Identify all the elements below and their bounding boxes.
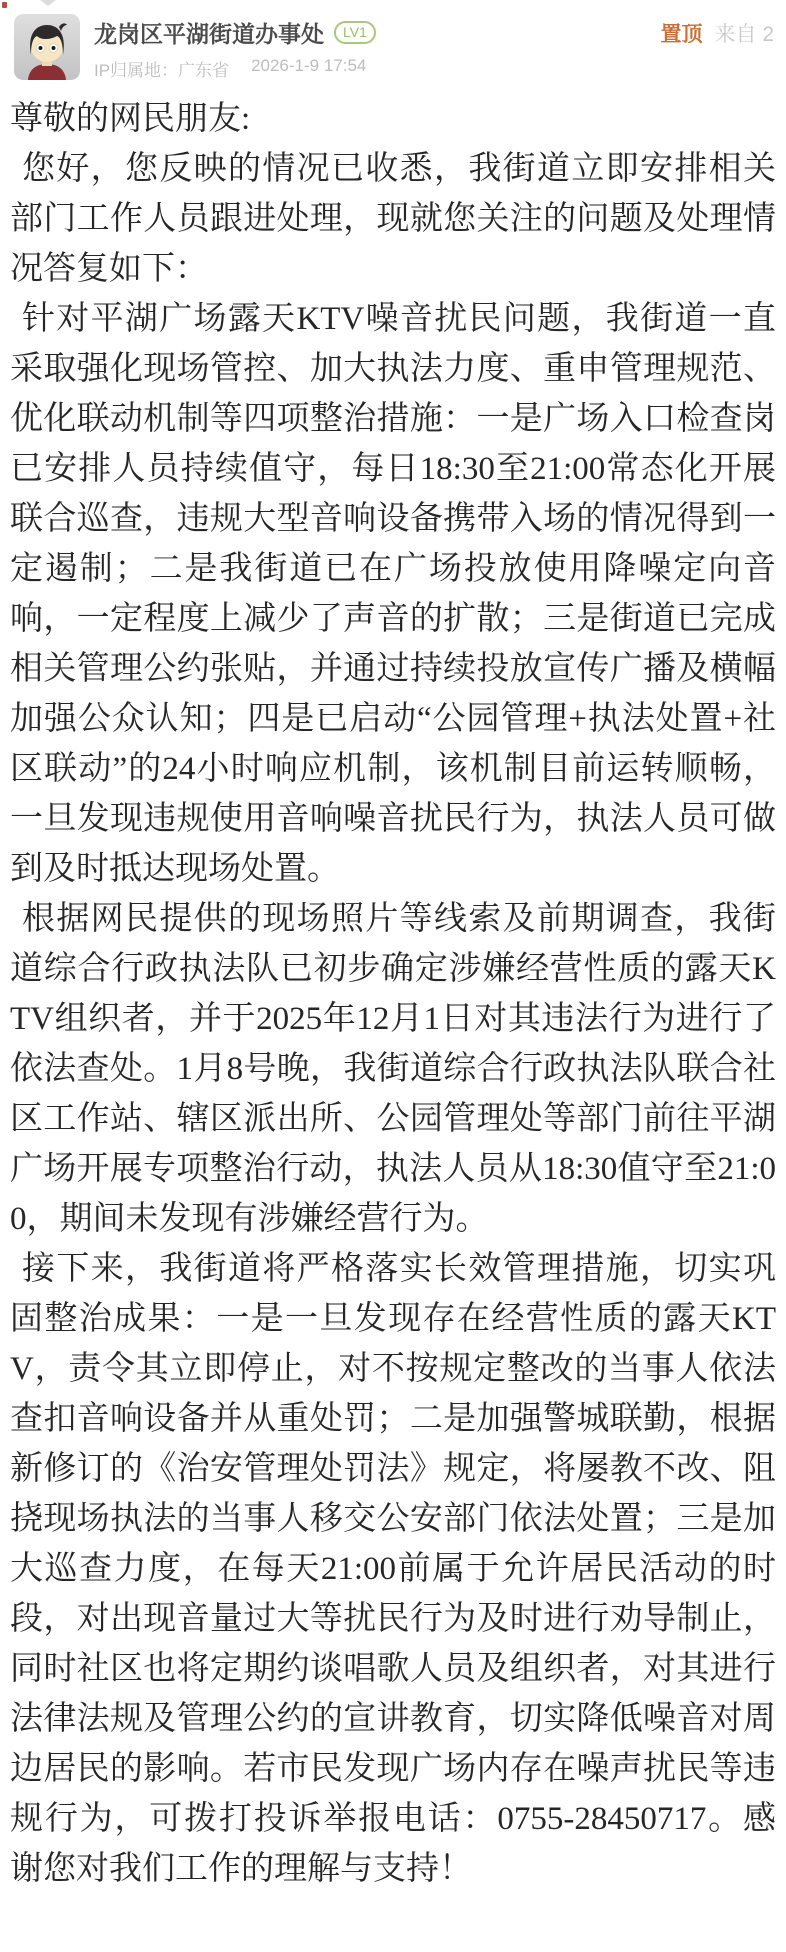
post-meta bbox=[94, 56, 660, 81]
paragraph-intro: 您好，您反映的情况已收悉，我街道立即安排相关部门工作人员跟进处理，现就您关注的问题及处理情况答复如下： bbox=[10, 151, 776, 287]
avatar[interactable] bbox=[14, 14, 80, 80]
source-label[interactable]: 来自 2 bbox=[714, 23, 774, 46]
collapse-chevron-icon bbox=[40, 0, 56, 6]
screen-edge-artifact bbox=[2, 2, 7, 8]
paragraph-followup: 接下来，我街道将严格落实长效管理措施，切实巩固整治成果：一是一旦发现存在经营性质的露天KTV，责令其立即停止，对不按规定整改的当事人依法查扣音响设备并从重处罚；二是加强警城联勤，根据新修订的《治安管理处罚法》规定，将屡教不改、阻挠现场执法的当事人移交公安部门依法处置；三是加大巡查力度，在每天21:00前属于允许居民活动的时段，对出现音量过大等扰民行为及时进行劝导制止，同时社区也将定期约谈唱歌人员及组织者，对其进行法律法规及管理公约的宣讲教育，切实降低噪音对周边居民的影响。若市民发现广场内存在噪声扰民等违规行为，可拨打投诉举报电话：0755-28450717。感谢您对我们工作的理解与支持！ bbox=[10, 1251, 776, 1887]
header-text-block bbox=[94, 14, 660, 81]
post-body bbox=[0, 81, 786, 1894]
pinned-badge: 置顶 bbox=[660, 23, 703, 46]
post-header bbox=[0, 0, 786, 81]
salutation: 尊敬的网民朋友: bbox=[10, 101, 251, 137]
cartoon-person-avatar-icon bbox=[14, 14, 80, 80]
level-badge: LV1 bbox=[334, 21, 376, 44]
timestamp: 2026-1-9 17:54 bbox=[251, 56, 367, 75]
paragraph-enforcement: 根据网民提供的现场照片等线索及前期调查，我街道综合行政执法队已初步确定涉嫌经营性质的露天KTV组织者，并于2025年12月1日对其违法行为进行了依法查处。1月8号晚，我街道综合行政执法队联合社区工作站、辖区派出所、公园管理处等部门前往平湖广场开展专项整治行动，执法人员从18:30值守至21:00，期间未发现有涉嫌经营行为。 bbox=[10, 901, 776, 1237]
header-right-block bbox=[660, 18, 774, 48]
ip-location-label: IP归属地：广东省 bbox=[94, 61, 230, 80]
paragraph-measures: 针对平湖广场露天KTV噪音扰民问题，我街道一直采取强化现场管控、加大执法力度、重申管理规范、优化联动机制等四项整治措施：一是广场入口检查岗已安排人员持续值守，每日18:30至21:00常态化开展联合巡查，违规大型音响设备携带入场的情况得到一定遏制；二是我街道已在广场投放使用降噪定向音响，一定程度上减少了声音的扩散；三是街道已完成相关管理公约张贴，并通过持续投放宣传广播及横幅加强公众认知；四是已启动“公园管理+执法处置+社区联动”的24小时响应机制，该机制目前运转顺畅，一旦发现违规使用音响噪音扰民行为，执法人员可做到及时抵达现场处置。 bbox=[10, 301, 776, 887]
username[interactable]: 龙岗区平湖街道办事处 bbox=[94, 21, 324, 47]
